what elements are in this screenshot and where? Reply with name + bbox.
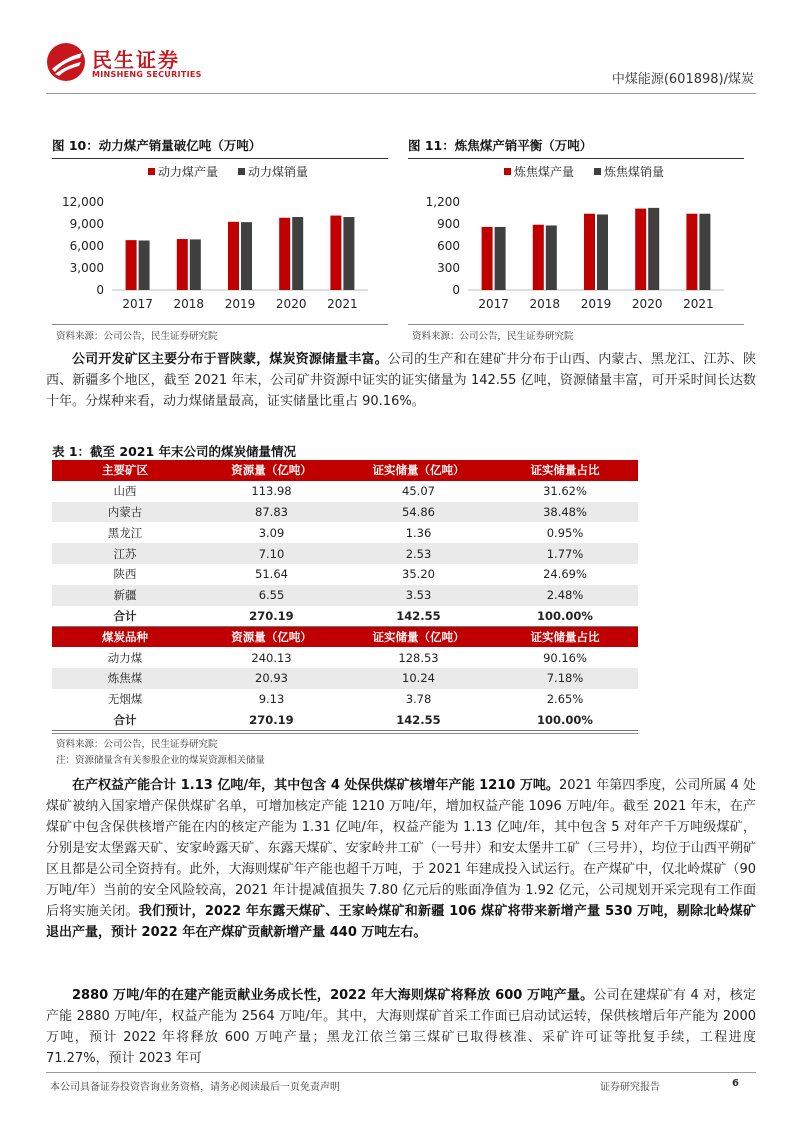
x-tick-label: 2020: [275, 297, 307, 311]
table-cell: 38.48%: [492, 502, 638, 523]
x-tick-label: 2017: [122, 297, 153, 311]
bar: [241, 222, 252, 290]
table-cell: 240.13: [251, 650, 292, 665]
bar: [126, 240, 137, 290]
bar: [482, 227, 493, 290]
table-cell: 51.64: [255, 567, 288, 582]
figure-11-source: 资料来源：公司公告，民生证券研究院: [412, 331, 574, 342]
paragraph-capacity-lead: 在产权益产能合计 1.13 亿吨/年，其中包含 4 处保供煤矿核增年产能 1210 万吨。: [72, 778, 559, 793]
bar: [699, 214, 710, 290]
x-tick-label: 2019: [580, 297, 612, 311]
x-tick-label: 2018: [529, 297, 561, 311]
paragraph-construction: [46, 985, 756, 1069]
table-cell: 142.55: [345, 606, 492, 627]
table-cell: 陕西: [113, 567, 137, 582]
table-cell: 3.53: [345, 585, 492, 606]
table-cell: 合计: [52, 710, 198, 731]
paragraph-capacity-forecast: 我们预计，2022 年东露天煤矿、王家岭煤矿和新疆 106 煤矿将带来新增产量 530 万吨，剔除北岭煤矿退出产量，预计 2022 年在产煤矿贡献新增产量 440 万吨左右。: [46, 904, 756, 940]
table-cell: 100.00%: [492, 606, 638, 627]
table-cell: 3.78: [405, 692, 432, 707]
table-cell: 31.62%: [543, 484, 587, 499]
bar: [292, 217, 303, 290]
y-tick-label: 6,000: [69, 239, 104, 253]
table-cell: 主要矿区: [52, 460, 198, 481]
table-cell: 7.10: [198, 543, 345, 564]
bar: [139, 241, 150, 291]
x-tick-label: 2017: [478, 297, 509, 311]
table-cell: 142.55: [345, 710, 492, 731]
legend-label: 炼焦煤产量: [514, 165, 575, 179]
paragraph-construction-lead: 2880 万吨/年的在建产能贡献业务成长性，2022 年大海则煤矿将释放 600 万吨产量。: [72, 988, 594, 1003]
figure-10-divider: [52, 324, 388, 325]
table-cell: 113.98: [251, 484, 292, 499]
bar: [330, 216, 341, 290]
y-tick-label: 3,000: [69, 261, 104, 275]
table-cell: 270.19: [198, 710, 345, 731]
table-row: [52, 522, 638, 543]
table-cell: 煤炭品种: [52, 626, 198, 647]
table-cell: 9.13: [258, 692, 285, 707]
paragraph-reserves: [46, 349, 756, 412]
table-cell: 江苏: [52, 543, 198, 564]
table-row: [52, 481, 638, 502]
y-tick-label: 1,200: [425, 195, 460, 209]
bar: [546, 225, 557, 290]
table-cell: 证实储量占比: [492, 460, 638, 481]
table-row: [52, 502, 638, 523]
table-cell: 7.18%: [492, 668, 638, 689]
table-cell: 87.83: [198, 502, 345, 523]
table-cell: 0.95%: [546, 525, 584, 540]
figure-10-source: 资料来源：公司公告，民生证券研究院: [56, 331, 218, 342]
figure-11-chart: [408, 158, 744, 322]
table-row: [52, 689, 638, 710]
x-tick-label: 2018: [173, 297, 205, 311]
table-cell: 2.53: [345, 543, 492, 564]
minsheng-logo-icon: [46, 42, 86, 82]
paragraph-capacity-body: 2021 年第四季度，公司所属 4 处煤矿被纳入国家增产保供煤矿名单，可增加核定产能 1210 万吨/年，增加权益产能 1096 万吨/年。截至 2021 年末，在产煤矿中包含保供核增产能在内的核定产能为 1.31 亿吨/年，权益产能为 1.13 亿吨/年，其中包含 5 对年产千万吨级煤矿，分别是安太堡露天矿、安家岭露天矿、东露天煤矿、安家岭井工矿（一号井）和安太堡井工矿（三号井），均位于山西平朔矿区且都是公司全资持有。此外，大海则煤矿年产能也超千万吨，于 2021 年建成投入试运行。在产煤矿中，仅北岭煤矿（90 万吨/年）当前的安全风险较高，2021 年计提减值损失 7.80 亿元后的账面净值为 1.92 亿元，公司规划开采完现有工作面后将实施关闭。: [46, 778, 756, 919]
bar: [584, 214, 595, 290]
footer-disclaimer: 本公司具备证券投资咨询业务资格，请务必阅读最后一页免责声明: [50, 1082, 340, 1093]
table-cell: 10.24: [345, 668, 492, 689]
table-cell: 合计: [52, 606, 198, 627]
page-header: [46, 38, 756, 94]
table-cell: 证实储量（亿吨）: [345, 460, 492, 481]
paragraph-reserves-lead: 公司开发矿区主要分布于晋陕蒙，煤炭资源储量丰富。: [72, 352, 388, 367]
table-row: [52, 564, 638, 585]
figure-10-title: 图 10：动力煤产销量破亿吨（万吨）: [52, 136, 388, 159]
legend-label: 动力煤产量: [158, 165, 219, 179]
legend-label: 炼焦煤销量: [604, 165, 665, 179]
table-cell: 6.55: [198, 585, 345, 606]
bar: [635, 209, 646, 290]
paragraph-construction-body: 公司在建煤矿有 4 对，核定产能 2880 万吨/年，权益产能为 2564 万吨/年。其中，大海则煤矿首采工作面已启动试运转，保供核增后年产能为 2000 万吨，预计 2022 年将释放 600 万吨产量；黑龙江依兰第三煤矿已取得核准、采矿许可证等批复手续，工程进度 71.27%，预计 2023 年可: [46, 988, 756, 1066]
table-cell: 动力煤: [107, 650, 143, 665]
table-cell: 无烟煤: [107, 692, 143, 707]
table-cell: 1.36: [405, 525, 432, 540]
table-cell: 2.65%: [546, 692, 584, 707]
legend-label: 动力煤销量: [248, 165, 309, 179]
table-1-note: 注：资源储量含有关参股企业的煤炭资源相关储量: [56, 755, 266, 766]
y-tick-label: 12,000: [62, 195, 104, 209]
bar: [648, 208, 659, 290]
y-tick-label: 900: [437, 217, 460, 231]
table-1-source: 资料来源：公司公告，民生证券研究院: [56, 739, 218, 750]
table-cell: 证实储量（亿吨）: [345, 626, 492, 647]
report-subject: 中煤能源(601898)/煤炭: [611, 72, 754, 87]
y-tick-label: 300: [437, 261, 460, 275]
reserves-table: [52, 460, 638, 731]
table-1-title: 表 1：截至 2021 年末公司的煤炭储量情况: [52, 444, 297, 459]
table-cell: 100.00%: [492, 710, 638, 731]
bar: [495, 227, 506, 290]
table-cell: 35.20: [402, 567, 435, 582]
table-cell: 2.48%: [492, 585, 638, 606]
table-cell: 黑龙江: [107, 525, 143, 540]
table-total-row: [52, 710, 638, 731]
paragraph-reserves-body: 公司的生产和在建矿井分布于山西、内蒙古、黑龙江、江苏、陕西、新疆多个地区，截至 2021 年末，公司矿井资源中证实的证实储量为 142.55 亿吨，资源储量丰富，可开采时间长达数十年。分煤种来看，动力煤储量最高，证实储量比重占 90.16%。: [46, 352, 756, 409]
page-number: 6: [732, 1078, 739, 1089]
x-tick-label: 2020: [631, 297, 663, 311]
bar: [190, 239, 201, 290]
table-total-row: [52, 606, 638, 627]
table-cell: 内蒙古: [52, 502, 198, 523]
table-cell: 山西: [113, 484, 137, 499]
bar: [343, 217, 354, 290]
footer-divider: [46, 1072, 756, 1073]
paragraph-capacity: [46, 775, 756, 943]
table-cell: 20.93: [198, 668, 345, 689]
table-cell: 54.86: [345, 502, 492, 523]
table-row: [52, 668, 638, 689]
logo-text-cn: 民生证券: [92, 48, 180, 72]
table-cell: 炼焦煤: [52, 668, 198, 689]
legend-swatch: [504, 168, 511, 175]
legend-swatch: [594, 168, 601, 175]
table-row: [52, 647, 638, 668]
y-tick-label: 0: [96, 283, 104, 297]
y-tick-label: 9,000: [69, 217, 104, 231]
table-cell: 24.69%: [543, 567, 587, 582]
table-cell: 3.09: [258, 525, 285, 540]
figure-11-title: 图 11：炼焦煤产销平衡（万吨）: [408, 136, 744, 159]
table-cell: 新疆: [52, 585, 198, 606]
table-cell: 45.07: [402, 484, 435, 499]
table-row: [52, 543, 638, 564]
table-cell: 证实储量占比: [492, 626, 638, 647]
bar: [597, 214, 608, 290]
table-cell: 1.77%: [492, 543, 638, 564]
table-row: [52, 585, 638, 606]
bar: [228, 222, 239, 290]
x-tick-label: 2021: [683, 297, 714, 311]
table-header-row: [52, 460, 638, 481]
bar: [177, 239, 188, 290]
bar: [533, 225, 544, 290]
legend-swatch: [148, 168, 155, 175]
table-cell: 128.53: [398, 650, 439, 665]
footer-report-type: 证券研究报告: [600, 1082, 660, 1093]
y-tick-label: 600: [437, 239, 460, 253]
table-cell: 资源量（亿吨）: [198, 460, 345, 481]
x-tick-label: 2019: [224, 297, 256, 311]
table-header-row: [52, 626, 638, 647]
figure-11-divider: [408, 324, 744, 325]
x-tick-label: 2021: [327, 297, 358, 311]
table-cell: 270.19: [198, 606, 345, 627]
table-cell: 资源量（亿吨）: [198, 626, 345, 647]
logo-text-en: MINSHENG SECURITIES: [92, 70, 202, 79]
y-tick-label: 0: [452, 283, 460, 297]
bar: [686, 214, 697, 290]
table-1-divider: [52, 733, 638, 734]
legend-swatch: [238, 168, 245, 175]
figure-10-chart: [52, 158, 388, 322]
bar: [279, 218, 290, 290]
table-cell: 90.16%: [543, 650, 587, 665]
